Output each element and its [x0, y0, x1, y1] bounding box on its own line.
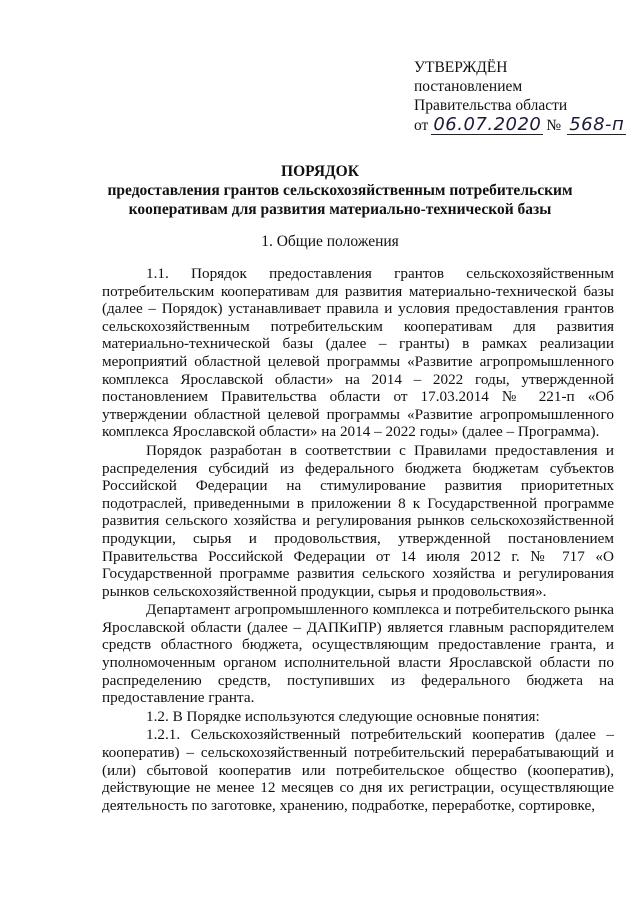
document-title: ПОРЯДОК — [281, 163, 359, 180]
approval-approved-label: УТВЕРЖДЁН — [414, 59, 508, 76]
approval-date-line — [414, 115, 630, 135]
approval-handwritten-date: 06.07.2020 — [433, 114, 542, 135]
approval-stamp — [414, 58, 630, 135]
paragraph-1-1: 1.1. Порядок предоставления грантов сельскохозяйственным потребительским кооперативам для развития материально-технической базы (далее – Порядок) устанавливает правила и условия предоставления грантов сельскохозяйственным потребительским кооперативам для развития материально-технической базы (далее – гранты) в рамках реализации мероприятий областной целевой программы «Развитие агропромышленного комплекса Ярославской области» на 2014 – 2022 годы, утвержденной постановлением Правительства области от 17.03.2014 № 221-п «Об утверждении областной целевой программы «Развитие агропромышленного комплекса Ярославской области» на 2014 – 2022 годы» (далее – Программа). — [102, 265, 614, 441]
approval-government-label: Правительства области — [414, 97, 568, 114]
approval-date-prefix: от — [414, 117, 429, 134]
approval-by-resolution-label: постановлением — [414, 78, 523, 95]
section-heading: 1. Общие положения — [261, 233, 399, 250]
paragraph-department: Департамент агропромышленного комплекса и потребительского рынка Ярославской области (далее – ДАПКиПР) является главным распорядителем средств областного бюджета, осуществляющим предоставление гранта, и уполномоченным органом исполнительной власти Ярославской области по распределению средств, поступивших из федерального бюджета на предоставление гранта. — [102, 601, 614, 707]
document-subtitle: предоставления грантов сельскохозяйственным потребительским кооперативам для развития материально-технической базы — [107, 182, 573, 218]
approval-number-prefix: № — [546, 117, 562, 134]
paragraph-1-2-1: 1.2.1. Сельскохозяйственный потребительский кооператив (далее – кооператив) – сельскохозяйственный потребительский перерабатывающий и (или) сбытовой кооператив или потребительское общество (кооператив), действующие не менее 12 месяцев со дня их регистрации, осуществляющие деятельность по заготовке, хранению, подработке, переработке, сортировке, — [102, 726, 614, 814]
paragraph-1-2: 1.2. В Порядке используются следующие основные понятия: — [146, 707, 540, 725]
paragraph-basis: Порядок разработан в соответствии с Правилами предоставления и распределения субсидий из федерального бюджета бюджетам субъектов Российской Федерации на стимулирование развития приоритетных подотраслей, приведенными в приложении 8 к Государственной программе развития сельского хозяйства и регулирования рынков сельскохозяйственной продукции, сырья и продовольствия, утвержденной постановлением Правительства Российской Федерации от 14 июля 2012 г. № 717 «О Государственной программе развития сельского хозяйства и регулирования рынков сельскохозяйственной продукции, сырья и продовольствия». — [102, 441, 614, 600]
approval-handwritten-number: 568-п — [569, 114, 625, 135]
document-body — [102, 265, 614, 814]
